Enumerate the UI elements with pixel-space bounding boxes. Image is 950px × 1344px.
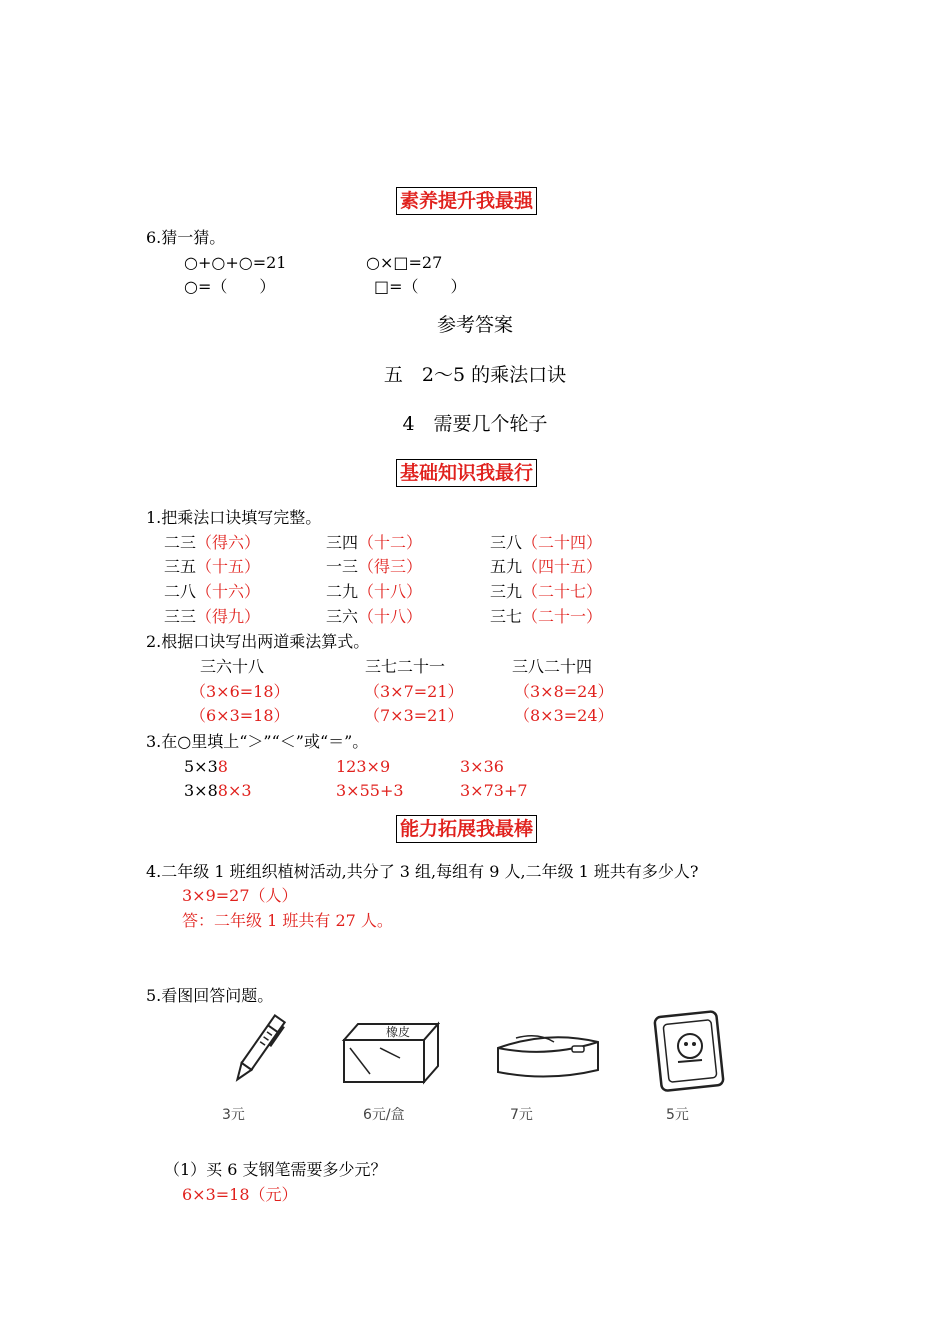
q1-item: 三四（十二） bbox=[326, 533, 423, 552]
q3-title: 3.在○里填上“＞”“＜”或“＝”。 bbox=[146, 732, 369, 751]
q4-answer: 答：二年级 1 班共有 27 人。 bbox=[182, 911, 393, 930]
q2-equation: （8×3=24） bbox=[514, 706, 614, 725]
q1-item: 三三（得九） bbox=[164, 607, 261, 626]
q1-item: 三七（二十一） bbox=[490, 607, 603, 626]
q1-item: 三六（十八） bbox=[326, 607, 423, 626]
q1-item: 五九（四十五） bbox=[490, 557, 603, 576]
q1-item: 三八（二十四） bbox=[490, 533, 603, 552]
price-pen: 3元 bbox=[222, 1107, 245, 1123]
q1-item: 一三（得三） bbox=[326, 557, 423, 576]
q2-title: 2.根据口诀写出两道乘法算式。 bbox=[146, 632, 370, 651]
q1-item: 二八（十六） bbox=[164, 582, 261, 601]
q1-item: 三五（十五） bbox=[164, 557, 261, 576]
q6-blank1: ○=（ ） bbox=[184, 277, 276, 296]
notebook-icon bbox=[652, 1008, 728, 1094]
pencil-case-icon bbox=[492, 1026, 604, 1086]
q3-item: 123×9 bbox=[336, 757, 391, 776]
price-notebook: 5元 bbox=[666, 1107, 689, 1123]
q2-mnemonic: 三七二十一 bbox=[365, 657, 446, 676]
section-title-extension: 能力拓展我最棒 bbox=[396, 815, 537, 843]
q1-item: 二九（十八） bbox=[326, 582, 423, 601]
section-title-basics: 基础知识我最行 bbox=[396, 459, 537, 487]
q3-item: 3×55+3 bbox=[336, 781, 404, 800]
q2-mnemonic: 三八二十四 bbox=[512, 657, 593, 676]
q3-item: 3×36 bbox=[460, 757, 504, 776]
q3-item: 3×88×3 bbox=[184, 781, 252, 800]
q2-equation: （3×8=24） bbox=[514, 682, 614, 701]
q1-item: 三九（二十七） bbox=[490, 582, 603, 601]
q6-title: 6.猜一猜。 bbox=[146, 228, 226, 247]
q5-title: 5.看图回答问题。 bbox=[146, 986, 274, 1005]
q3-item: 5×38 bbox=[184, 757, 228, 776]
q6-eq1: ○+○+○=21 bbox=[184, 253, 287, 272]
price-pencil-case: 7元 bbox=[510, 1107, 533, 1123]
q4-equation: 3×9=27（人） bbox=[182, 886, 298, 905]
lesson-title: 4 需要几个轮子 bbox=[402, 413, 548, 435]
q1-item: 二三（得六） bbox=[164, 533, 261, 552]
eraser-label: 橡皮 bbox=[386, 1025, 411, 1039]
q2-equation: （6×3=18） bbox=[190, 706, 290, 725]
q2-equation: （3×7=21） bbox=[364, 682, 464, 701]
q2-mnemonic: 三六十八 bbox=[200, 657, 265, 676]
q6-blank2: □=（ ） bbox=[374, 277, 467, 296]
pen-icon bbox=[228, 1010, 288, 1090]
q2-equation: （7×3=21） bbox=[364, 706, 464, 725]
q5-sub1-answer: 6×3=18（元） bbox=[182, 1185, 298, 1204]
q5-sub1: （1）买 6 支钢笔需要多少元？ bbox=[164, 1160, 387, 1179]
eraser-box-icon bbox=[340, 1018, 440, 1088]
answer-title: 参考答案 bbox=[436, 314, 513, 336]
section-title-literacy: 素养提升我最强 bbox=[396, 187, 537, 215]
q6-eq2: ○×□=27 bbox=[366, 253, 443, 272]
q1-title: 1.把乘法口诀填写完整。 bbox=[146, 508, 322, 527]
q3-item: 3×73+7 bbox=[460, 781, 528, 800]
q4-title: 4.二年级 1 班组织植树活动,共分了 3 组,每组有 9 人,二年级 1 班共有多少人? bbox=[146, 862, 699, 881]
unit-title: 五 2～5 的乘法口诀 bbox=[383, 364, 567, 386]
price-eraser: 6元/盒 bbox=[363, 1107, 405, 1123]
q2-equation: （3×6=18） bbox=[190, 682, 290, 701]
